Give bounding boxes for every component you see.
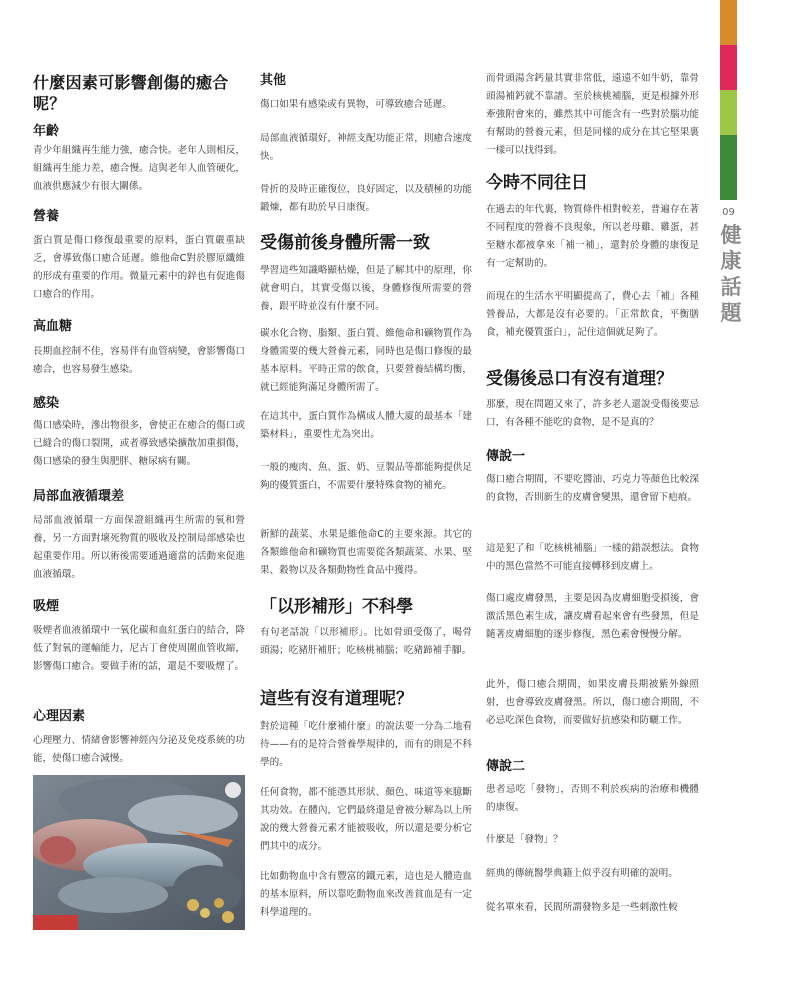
- article-title: 什麼因素可影響創傷的癒合呢？: [33, 73, 229, 113]
- paragraph-psychology: 心理壓力、情緒會影響神經內分泌及免疫系統的功能，使傷口癒合減慢。: [33, 735, 245, 764]
- section-heading-other: 其他: [260, 73, 287, 88]
- section-heading-taboo: 受傷後忌口有沒有道理？: [486, 369, 673, 389]
- paragraph-legend-2-c: 經典的傳統醫學典籍上似乎沒有明確的說明。: [486, 868, 678, 879]
- section-heading-like-for-like: 「以形補形」不科學: [260, 597, 413, 617]
- section-heading-legend-2: 傳說二: [486, 759, 526, 774]
- paragraph-other-3: 骨折的及時正確復位，良好固定，以及積極的功能鍛煉，都有助於早日康復。: [260, 184, 472, 213]
- section-heading-smoking: 吸煙: [33, 599, 60, 614]
- paragraph-times-changed-1: 在過去的年代裏，物質條件相對較差，普遍存在著不同程度的營養不良現象，所以老母雞、雞蛋，甚至糖水都被拿來「補一補」，還對於身體的康復是有一定幫助的。: [486, 204, 699, 269]
- section-title-char: 健: [720, 222, 742, 247]
- section-heading-high-blood-sugar: 高血糖: [33, 319, 73, 334]
- section-heading-legend-1: 傳說一: [486, 449, 526, 464]
- paragraph-legend-1-a: 傷口癒合期間，不要吃醬油、巧克力等顏色比較深的食物，否則新生的皮膚會變黑，還會留下疤痕。: [486, 474, 699, 503]
- paragraph-times-changed-2: 而現在的生活水平明顯提高了，費心去「補」各種營養品，大都是沒有必要的。「正常飲食，平衡膳食，補充優質蛋白」，記住這個就足夠了。: [486, 291, 699, 338]
- section-title-char: 題: [720, 300, 742, 325]
- paragraph-body-needs-2: 碳水化合物、脂類、蛋白質、維他命和礦物質作為身體需要的幾大營養元素，同時也是傷口修復的最基本原料。平時正常的飲食，只要營養結構均衡，就已經能夠滿足身體所需了。: [260, 328, 472, 393]
- paragraph-circulation: 局部血液循環一方面保證組織再生所需的氧和營養，另一方面對壞死物質的吸收及控制局部感染也起重要作用。所以術後需要通過適當的活動來促進血液循環。: [33, 515, 245, 580]
- sidebar-color-block-green: [720, 135, 737, 200]
- paragraph-body-needs-3: 在這其中，蛋白質作為構成人體大廈的最基本「建築材料」，重要性尤為突出。: [260, 411, 472, 440]
- section-heading-reasonable: 這些有沒有道理呢？: [260, 689, 413, 709]
- paragraph-legend-2-b: 什麼是「發物」？: [486, 834, 563, 845]
- paragraph-reasonable-1: 對於這種「吃什麼補什麼」的說法要一分為二地看待——有的是符合營養學規律的，而有的則是不科學的。: [260, 721, 472, 768]
- paragraph-taboo: 那麼，現在問題又來了，許多老人還說受傷後要忌口，有各種不能吃的食物，是不是真的？: [486, 399, 699, 428]
- section-heading-circulation: 局部血液循環差: [33, 489, 125, 504]
- section-heading-infection: 感染: [33, 396, 60, 411]
- page-number: 09: [722, 207, 735, 218]
- section-title-char: 話: [720, 274, 742, 299]
- sidebar-color-block-orange: [720, 0, 737, 45]
- paragraph-age: 青少年組織再生能力強，癒合快。老年人則相反，組織再生能力差，癒合慢。這與老年人血管硬化，血液供應減少有很大關係。: [33, 145, 245, 192]
- paragraph-reasonable-2: 任何食物，都不能憑其形狀、顏色、味道等來臆斷其功效。在體內，它們最終還是會被分解為以上所說的幾大營養元素才能被吸收，所以還是要分析它們其中的成分。: [260, 787, 472, 852]
- paragraph-infection: 傷口感染時，滲出物很多，會使正在癒合的傷口或已縫合的傷口裂開，或者導致感染擴散加重損傷，傷口感染的發生與肥胖、糖尿病有關。: [33, 420, 245, 467]
- paragraph-like-for-like: 有句老話說「以形補形」。比如骨頭受傷了，喝骨頭湯；吃豬肝補肝；吃核桃補腦；吃豬蹄補手腳。: [260, 627, 472, 656]
- paragraph-body-needs-4: 一般的瘦肉、魚、蛋、奶、豆製品等都能夠提供足夠的優質蛋白，不需要什麼特殊食物的補充。: [260, 462, 472, 491]
- section-heading-body-needs: 受傷前後身體所需一致: [260, 233, 430, 253]
- sidebar-color-block-lightgreen: [720, 90, 737, 135]
- paragraph-legend-1-c: 傷口處皮膚發黑，主要是因為皮膚細胞受損後，會激活黑色素生成，讓皮膚看起來會有些發黑，但是隨著皮膚細胞的逐步修復，黑色素會慢慢分解。: [486, 593, 699, 640]
- paragraph-legend-2-a: 患者忌吃「發物」，否則不利於疾病的治療和機體的康復。: [486, 784, 699, 813]
- section-heading-age: 年齡: [33, 124, 60, 139]
- paragraph-legend-1-d: 此外，傷口癒合期間，如果皮膚長期被紫外線照射，也會導致皮膚發黑。所以，傷口癒合期間，不必忌吃深色食物，而要做好抗感染和防曬工作。: [486, 679, 699, 726]
- paragraph-legend-1-b: 這是犯了和「吃核桃補腦」一樣的錯誤想法。食物中的黑色當然不可能直接轉移到皮膚上。: [486, 543, 699, 572]
- paragraph-body-needs-5: 新鮮的蔬菜、水果是維他命C的主要來源。其它的各類維他命和礦物質也需要從各類蔬菜、水果、堅果、穀物以及各類動物性食品中獲得。: [260, 529, 472, 576]
- section-heading-times-changed: 今時不同往日: [486, 173, 588, 193]
- section-heading-nutrition: 營養: [33, 209, 60, 224]
- section-heading-psychology: 心理因素: [33, 709, 86, 724]
- sidebar-color-block-red: [720, 45, 737, 90]
- paragraph-smoking: 吸煙者血液循環中一氧化碳和血紅蛋白的結合，降低了對氧的運輸能力，尼古丁會使周圍血管收縮，影響傷口癒合。要做手術的話，還是不要吸煙了。: [33, 625, 245, 672]
- section-title: [720, 222, 742, 326]
- paragraph-body-needs-1: 學習這些知識略顯枯燥，但是了解其中的原理，你就會明白，其實受傷以後，身體修復所需要的營養，跟平時並沒有什麼不同。: [260, 265, 472, 312]
- section-title-char: 康: [720, 248, 742, 273]
- seafood-photo: [33, 775, 245, 930]
- paragraph-bone-soup: 而骨頭湯含鈣量其實非常低，遠遠不如牛奶，靠骨頭湯補鈣就不靠譜。至於核桃補腦，更是根據外形牽強附會來的，雖然其中可能含有一些對於腦功能有幫助的營養元素，但是同樣的成分在其它堅果裏一樣可以找得到。: [486, 73, 699, 156]
- paragraph-reasonable-3: 比如動物血中含有豐富的鐵元素，這也是人體造血的基本原料，所以靠吃動物血來改善貧血是有一定科學道理的。: [260, 871, 472, 918]
- paragraph-nutrition: 蛋白質是傷口修復最重要的原料，蛋白質嚴重缺乏，會導致傷口癒合延遲。維他命C對於膠原纖維的形成有重要的作用。微量元素中的鋅也有促進傷口癒合的作用。: [33, 235, 245, 300]
- paragraph-other-2: 局部血液循環好，神經支配功能正常，則癒合速度快。: [260, 133, 472, 162]
- paragraph-legend-2-d: 從名單來看，民間所謂發物多是一些刺激性較: [486, 902, 678, 913]
- paragraph-other-1: 傷口如果有感染或有異物，可導致癒合延遲。: [260, 99, 452, 110]
- paragraph-high-blood-sugar: 長期血控制不佳，容易伴有血管病變，會影響傷口癒合，也容易發生感染。: [33, 346, 245, 375]
